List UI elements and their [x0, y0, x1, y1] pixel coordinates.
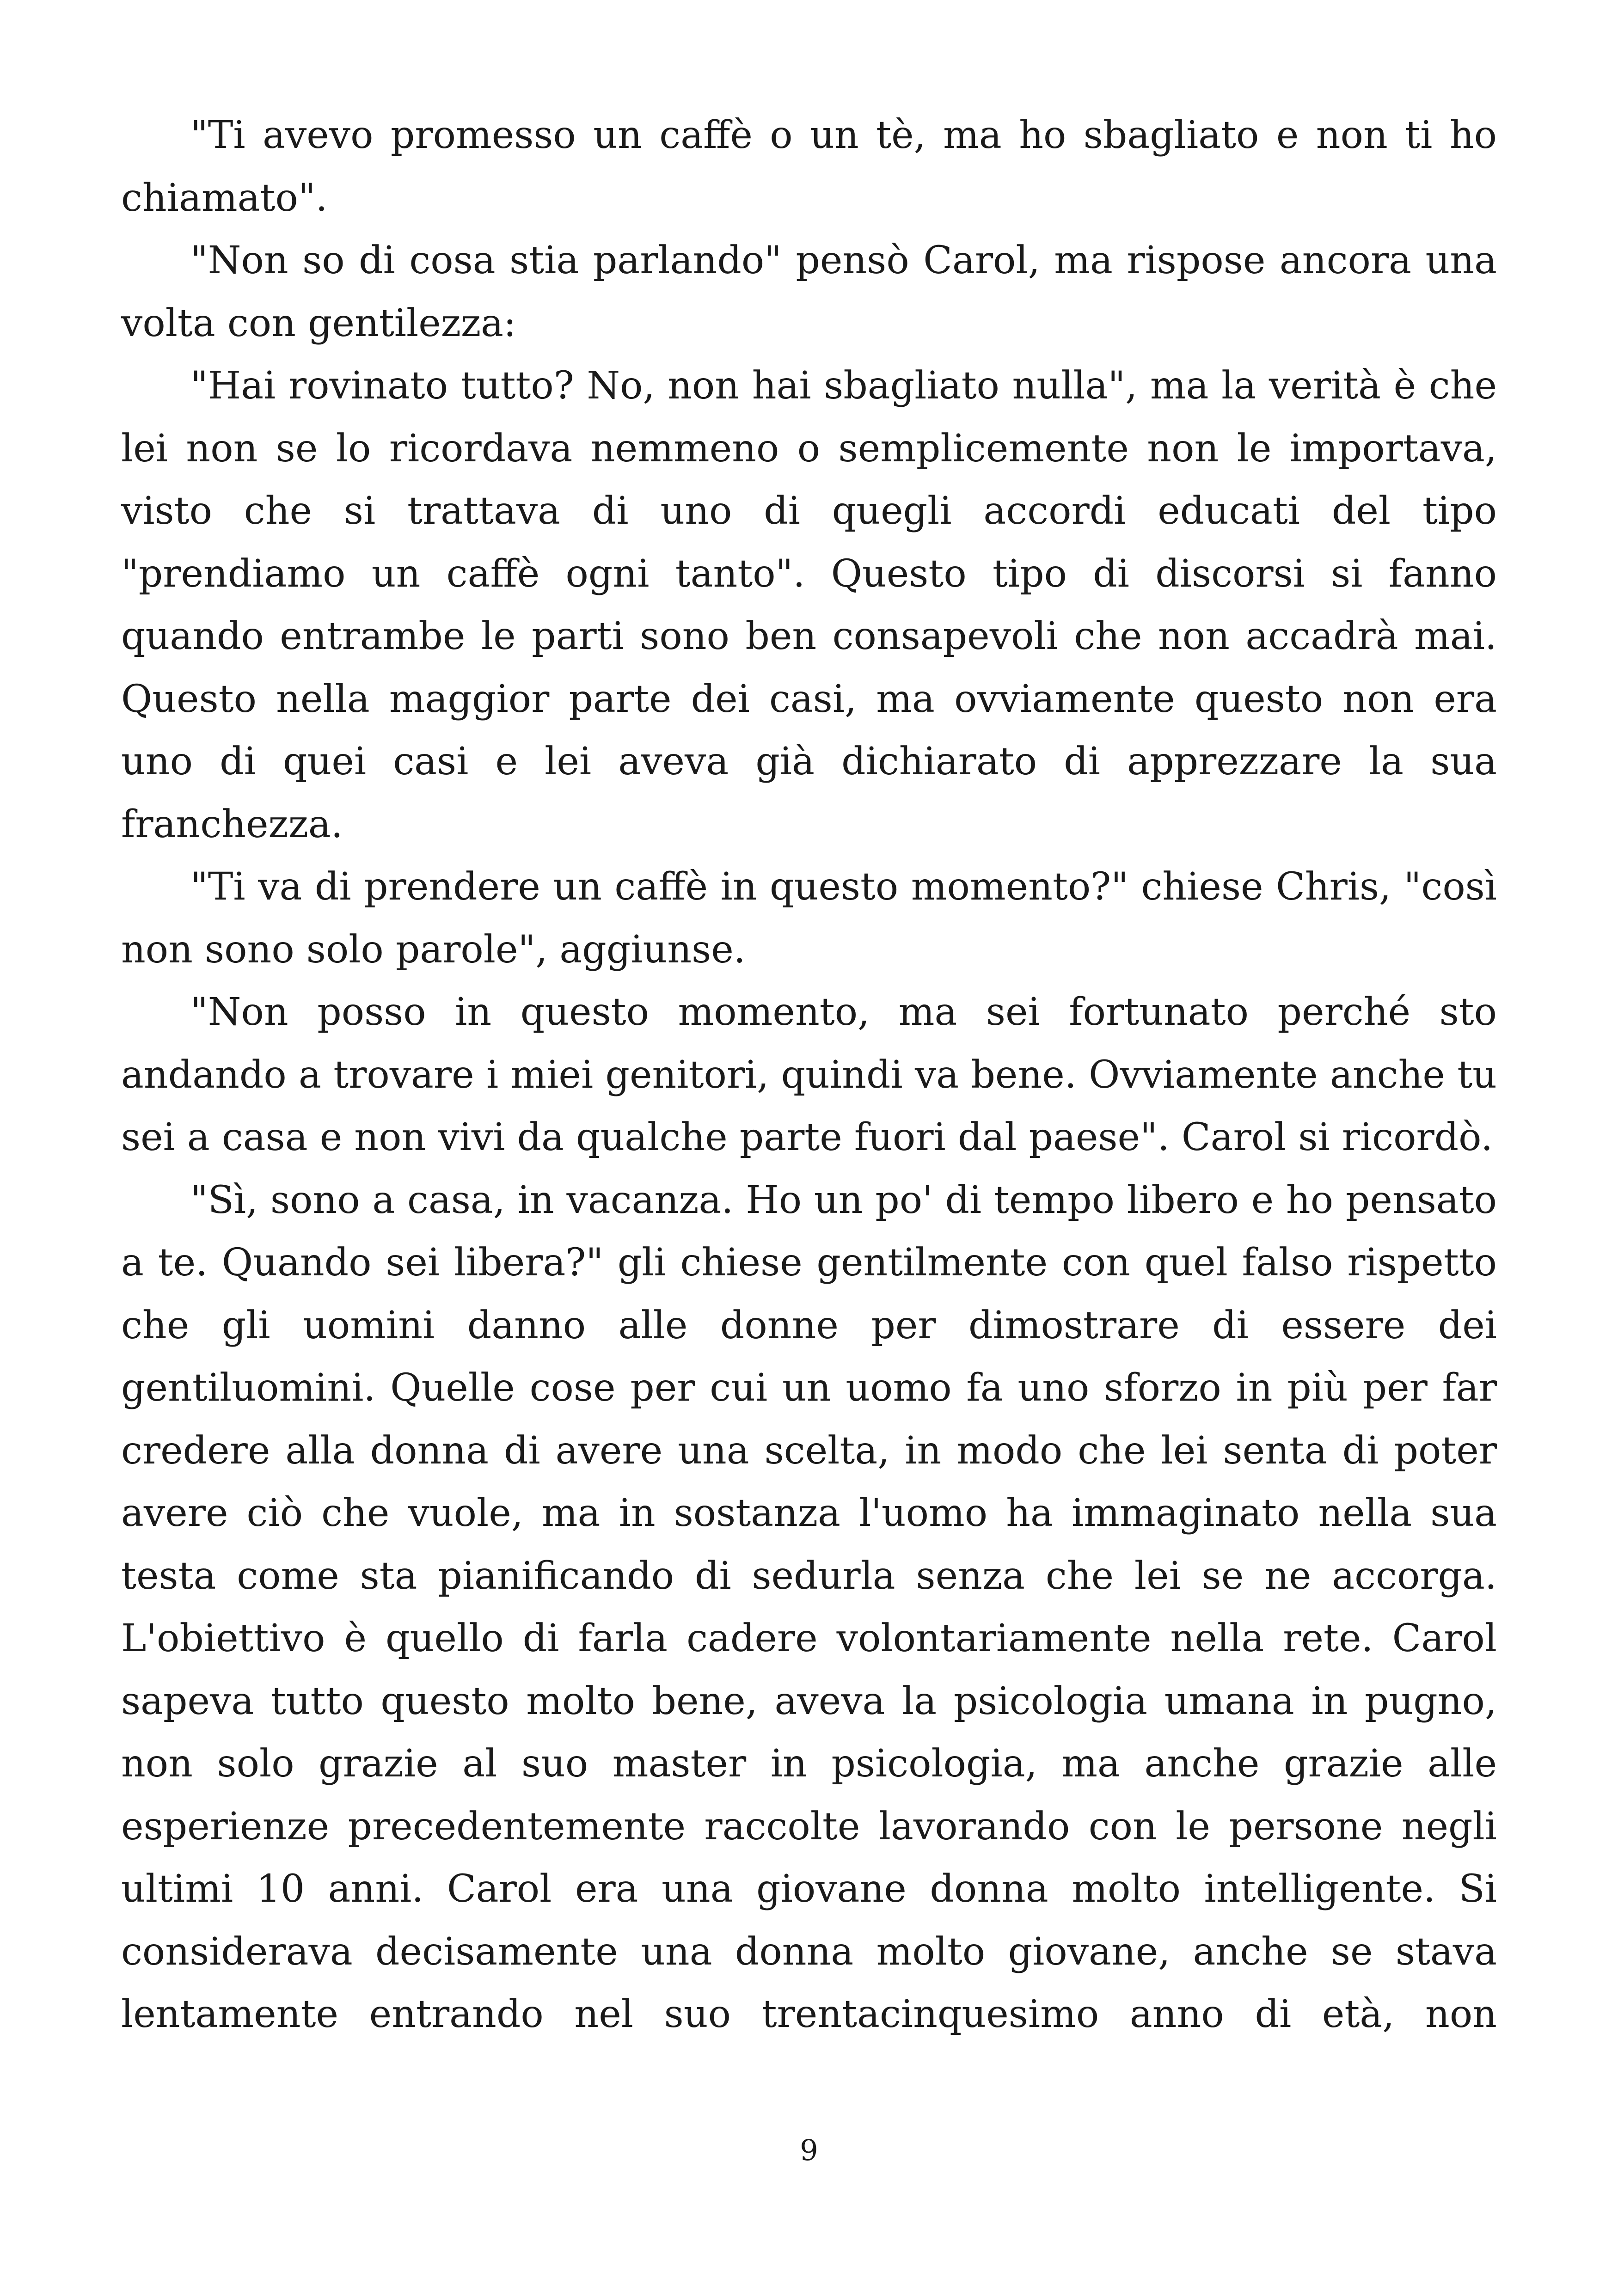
- paragraph-3: "Hai rovinato tutto? No, non hai sbagliato nulla", ma la verità è che lei non se lo ricordava nemmeno o semplicemente non le importava, visto che si trattava di uno di quegli accordi educati del tipo "prendiamo un caffè ogni tanto". Questo tipo di discorsi si fanno quando entrambe le parti sono ben consapevoli che non accadrà mai. Questo nella maggior parte dei casi, ma ovviamente questo non era uno di quei casi e lei aveva già dichiarato di apprezzare la sua franchezza.: [121, 364, 1497, 846]
- paragraph-4: "Ti va di prendere un caffè in questo momento?" chiese Chris, "così non sono solo parole", aggiunse.: [121, 865, 1497, 972]
- paragraph-5: "Non posso in questo momento, ma sei fortunato perché sto andando a trovare i miei genitori, quindi va bene. Ovviamente anche tu sei a casa e non vivi da qualche parte fuori dal paese". Carol si ricordò.: [121, 990, 1497, 1159]
- paragraph-6: "Sì, sono a casa, in vacanza. Ho un po' di tempo libero e ho pensato a te. Quando sei libera?" gli chiese gentilmente con quel falso rispetto che gli uomini danno alle donne per dimostrare di essere dei gentiluomini. Quelle cose per cui un uomo fa uno sforzo in più per far credere alla donna di avere una scelta, in modo che lei senta di poter avere ciò che vuole, ma in sostanza l'uomo ha immaginato nella sua testa come sta pianificando di sedurla senza che lei se ne accorga. L'obiettivo è quello di farla cadere volontariamente nella rete. Carol sapeva tutto questo molto bene, aveva la psicologia umana in pugno, non solo grazie al suo master in psicologia, ma anche grazie alle esperienze precedentemente raccolte lavorando con le persone negli ultimi 10 anni. Carol era una giovane donna molto intelligente. Si considerava decisamente una donna molto giovane, anche se stava lentamente entrando nel suo trentacinquesimo anno di età, non: [121, 1178, 1497, 2036]
- paragraph-2: "Non so di cosa stia parlando" pensò Carol, ma rispose ancora una volta con gentilezza:: [121, 239, 1497, 345]
- page-body: [121, 104, 1497, 2138]
- paragraph-1: "Ti avevo promesso un caffè o un tè, ma ho sbagliato e non ti ho chiamato".: [121, 113, 1497, 220]
- page-number: 9: [800, 2133, 818, 2167]
